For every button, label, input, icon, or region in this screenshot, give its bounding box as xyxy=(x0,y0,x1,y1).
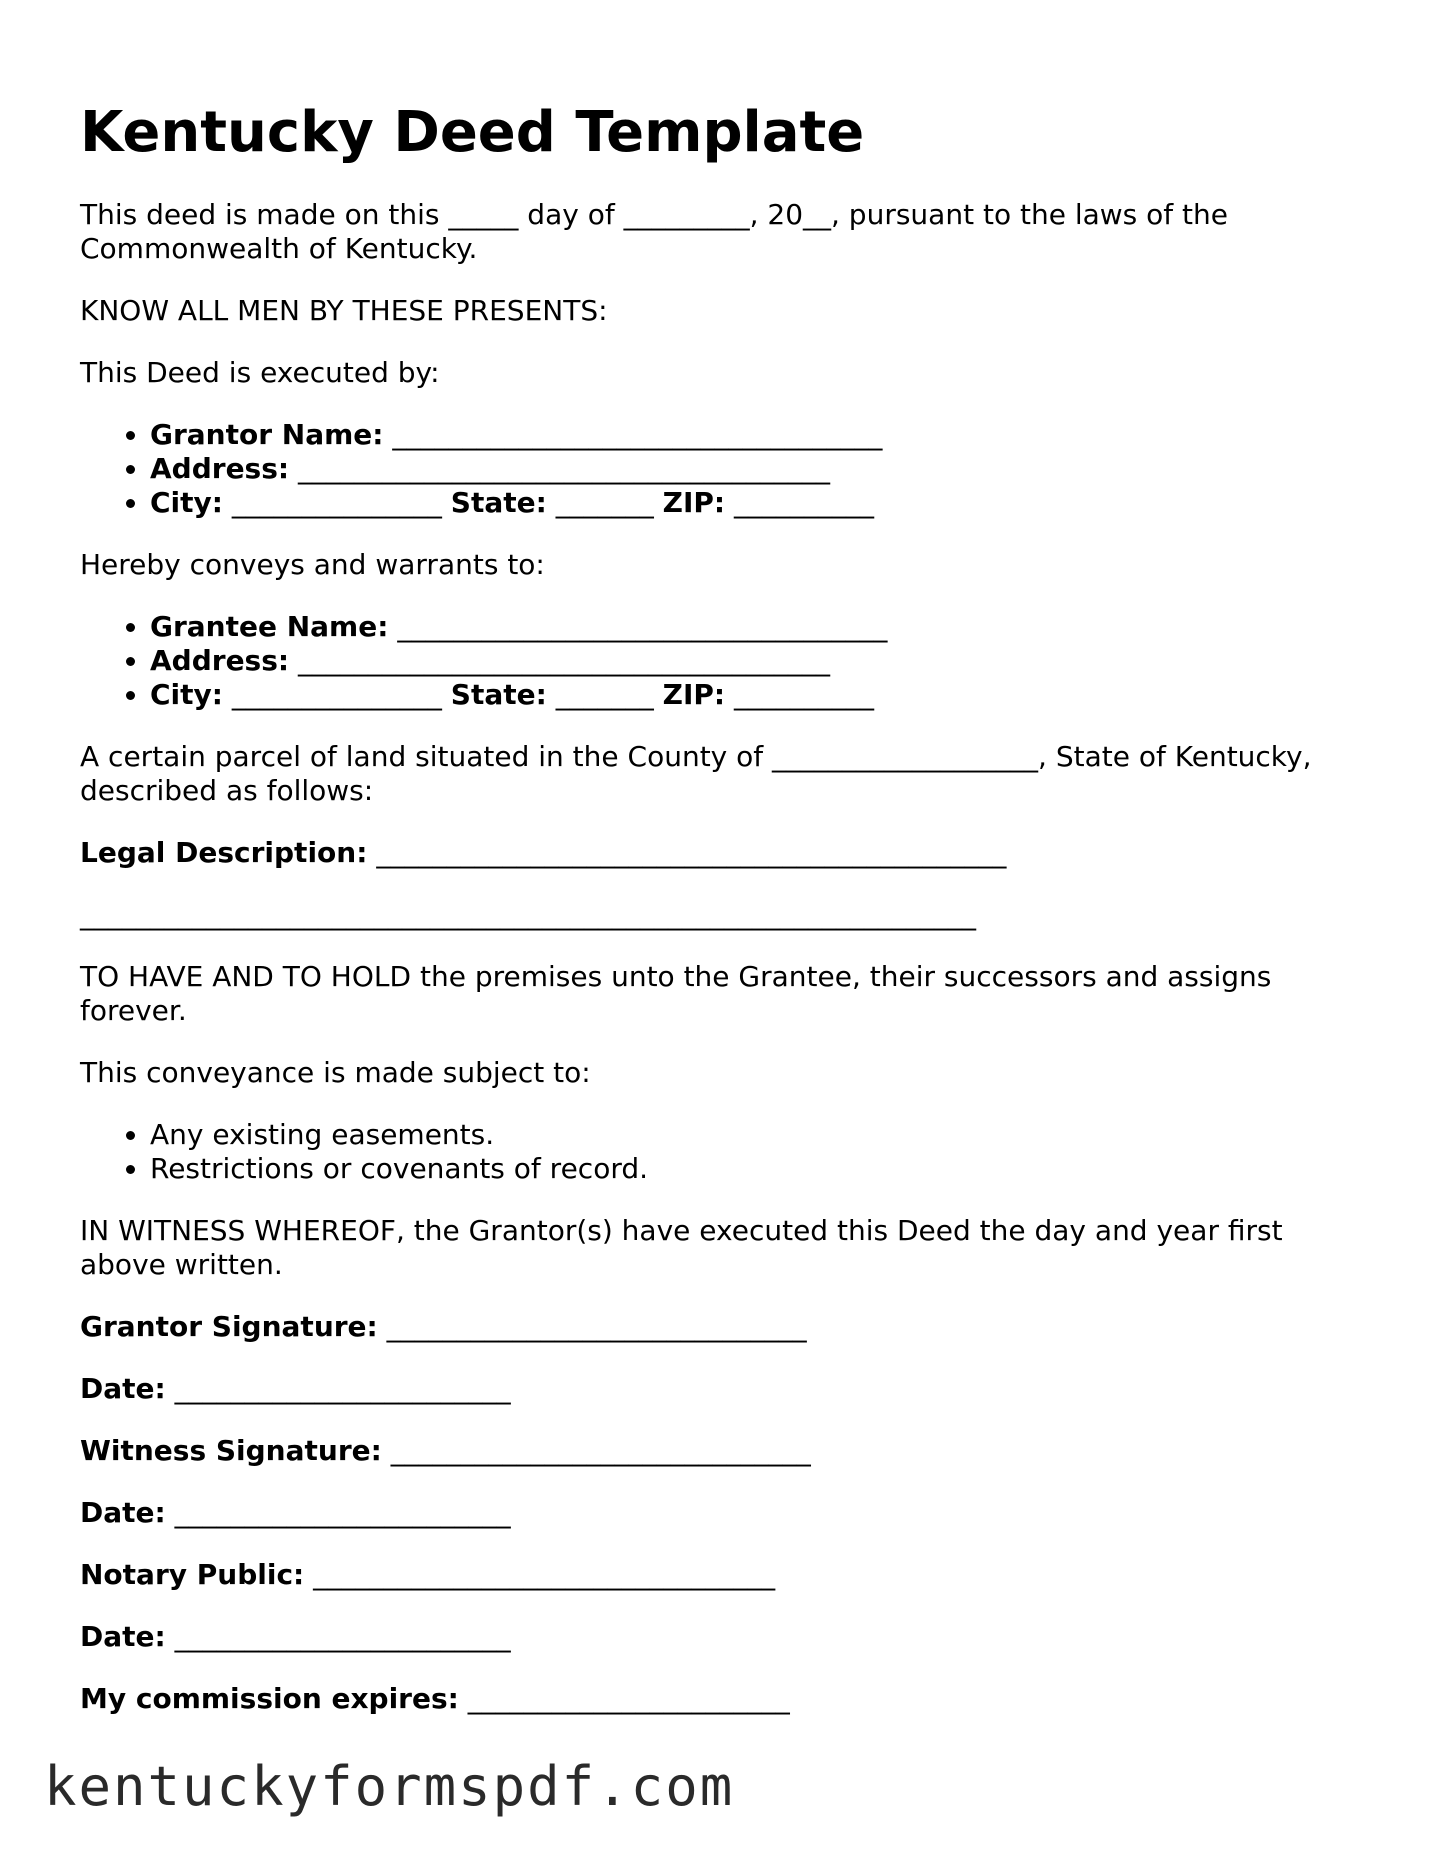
deed-document xyxy=(80,98,1370,1716)
grantee-zip-blank[interactable]: __________ xyxy=(734,678,874,711)
intro-paragraph: This deed is made on this _____ day of _________, 20__, pursuant to the laws of the Commonwealth of Kentucky. xyxy=(80,198,1228,265)
subject-item-easements: • Any existing easements. xyxy=(150,1118,1370,1152)
witness-signature-label: Witness Signature: xyxy=(80,1434,382,1467)
grantee-state-blank[interactable]: _______ xyxy=(555,678,654,711)
know-all-line: KNOW ALL MEN BY THESE PRESENTS: xyxy=(80,294,608,327)
grantor-name-label: Grantor Name: xyxy=(150,418,384,451)
legal-description-line xyxy=(80,836,1370,870)
witness-clause: IN WITNESS WHEREOF, the Grantor(s) have executed this Deed the day and year first above written. xyxy=(80,1214,1283,1281)
date-line-2 xyxy=(80,1496,1370,1530)
grantor-signature-line xyxy=(80,1310,1370,1344)
grantor-city-item xyxy=(150,486,1370,520)
habendum-paragraph: TO HAVE AND TO HOLD the premises unto the Grantee, their successors and assigns forever. xyxy=(80,960,1272,1027)
witness-signature-line xyxy=(80,1434,1370,1468)
date-blank-2[interactable]: ________________________ xyxy=(174,1496,511,1529)
grantor-state-blank[interactable]: _______ xyxy=(555,486,654,519)
grantee-city-item xyxy=(150,678,1370,712)
grantee-address-item xyxy=(150,644,1370,678)
grantor-address-item xyxy=(150,452,1370,486)
grantor-list xyxy=(80,418,1370,520)
legal-description-label: Legal Description: xyxy=(80,836,368,869)
grantor-city-label: City: xyxy=(150,486,223,519)
legal-description-continuation[interactable]: ________________________________________________________________ xyxy=(80,898,976,931)
subject-list xyxy=(80,1118,1370,1186)
grantor-signature-label: Grantor Signature: xyxy=(80,1310,378,1343)
grantor-signature-blank[interactable]: ______________________________ xyxy=(386,1310,807,1343)
grantor-name-blank[interactable]: ___________________________________ xyxy=(392,418,883,451)
grantor-state-label: State: xyxy=(450,486,547,519)
grantee-name-label: Grantee Name: xyxy=(150,610,389,643)
grantee-name-item xyxy=(150,610,1370,644)
grantee-list xyxy=(80,610,1370,712)
grantee-zip-label: ZIP: xyxy=(662,678,726,711)
grantor-address-blank[interactable]: ______________________________________ xyxy=(298,452,830,485)
legal-description-blank[interactable]: _____________________________________________ xyxy=(376,836,1007,869)
date-blank-1[interactable]: ________________________ xyxy=(174,1372,511,1405)
commission-expires-line xyxy=(80,1682,1370,1716)
date-blank-3[interactable]: ________________________ xyxy=(174,1620,511,1653)
grantee-city-blank[interactable]: _______________ xyxy=(231,678,442,711)
date-label-1: Date: xyxy=(80,1372,166,1405)
notary-public-blank[interactable]: _________________________________ xyxy=(313,1558,776,1591)
date-line-3 xyxy=(80,1620,1370,1654)
subject-item-restrictions: • Restrictions or covenants of record. xyxy=(150,1152,1370,1186)
notary-public-line xyxy=(80,1558,1370,1592)
executed-by-line: This Deed is executed by: xyxy=(80,356,440,389)
grantor-name-item xyxy=(150,418,1370,452)
notary-public-label: Notary Public: xyxy=(80,1558,305,1591)
witness-signature-blank[interactable]: ______________________________ xyxy=(390,1434,811,1467)
grantor-zip-label: ZIP: xyxy=(662,486,726,519)
grantor-address-label: Address: xyxy=(150,452,290,485)
watermark-url: kentuckyformspdf.com xyxy=(44,1755,735,1818)
grantee-state-label: State: xyxy=(450,678,547,711)
grantee-name-blank[interactable]: ___________________________________ xyxy=(397,610,888,643)
date-label-3: Date: xyxy=(80,1620,166,1653)
date-label-2: Date: xyxy=(80,1496,166,1529)
grantor-zip-blank[interactable]: __________ xyxy=(734,486,874,519)
commission-expires-label: My commission expires: xyxy=(80,1682,459,1715)
grantee-address-blank[interactable]: ______________________________________ xyxy=(298,644,830,677)
grantor-city-blank[interactable]: _______________ xyxy=(231,486,442,519)
subject-to-line: This conveyance is made subject to: xyxy=(80,1056,591,1089)
grantee-address-label: Address: xyxy=(150,644,290,677)
date-line-1 xyxy=(80,1372,1370,1406)
grantee-city-label: City: xyxy=(150,678,223,711)
commission-expires-blank[interactable]: _______________________ xyxy=(467,1682,790,1715)
document-title: Kentucky Deed Template xyxy=(80,100,865,165)
conveys-line: Hereby conveys and warrants to: xyxy=(80,548,545,581)
parcel-paragraph: A certain parcel of land situated in the County of ___________________, State of Kentucky, described as follows: xyxy=(80,740,1312,807)
